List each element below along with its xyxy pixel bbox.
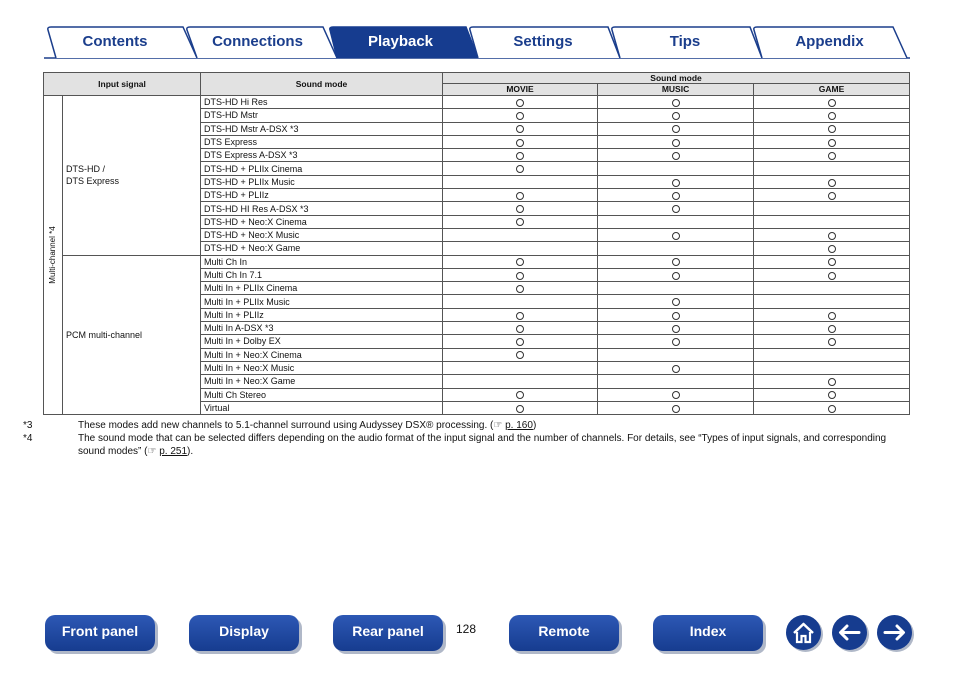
available-circle-icon <box>828 245 836 253</box>
available-circle-icon <box>672 312 680 320</box>
sound-mode-name: Multi In + PLIIz <box>201 308 443 321</box>
footnote-mark: *4 <box>23 433 33 444</box>
input-signal-group: DTS-HD / DTS Express <box>63 96 201 256</box>
available-circle-icon <box>672 152 680 160</box>
cell-music <box>598 335 754 348</box>
cell-music <box>598 295 754 308</box>
sound-mode-name: DTS-HD HI Res A-DSX *3 <box>201 202 443 215</box>
footnote-mark: *3 <box>23 420 33 431</box>
cell-music <box>598 361 754 374</box>
available-circle-icon <box>828 139 836 147</box>
cell-game <box>754 242 910 255</box>
cell-game <box>754 348 910 361</box>
available-circle-icon <box>516 99 524 107</box>
footnote-3 <box>23 419 913 432</box>
header-sound-mode: Sound mode <box>201 73 443 96</box>
cell-movie <box>443 308 598 321</box>
cell-music <box>598 388 754 401</box>
available-circle-icon <box>672 391 680 399</box>
sound-mode-name: DTS Express <box>201 135 443 148</box>
index-button[interactable]: Index <box>653 615 763 651</box>
cell-game <box>754 162 910 175</box>
cell-music <box>598 375 754 388</box>
cell-music <box>598 109 754 122</box>
available-circle-icon <box>672 139 680 147</box>
available-circle-icon <box>828 325 836 333</box>
cell-game <box>754 109 910 122</box>
multi-channel-side-label <box>44 96 63 415</box>
cell-movie <box>443 202 598 215</box>
sound-mode-name: DTS-HD Mstr <box>201 109 443 122</box>
available-circle-icon <box>672 258 680 266</box>
cell-game <box>754 375 910 388</box>
cell-movie <box>443 361 598 374</box>
footnote-text-end: ). <box>187 446 194 457</box>
available-circle-icon <box>672 338 680 346</box>
sound-mode-name: Multi Ch In <box>201 255 443 268</box>
cell-music <box>598 401 754 414</box>
top-tab-bar <box>0 0 954 62</box>
available-circle-icon <box>672 405 680 413</box>
cell-game <box>754 335 910 348</box>
available-circle-icon <box>516 192 524 200</box>
available-circle-icon <box>516 152 524 160</box>
sound-mode-table <box>43 72 910 415</box>
page-link-160[interactable]: p. 160 <box>505 420 533 431</box>
sound-mode-name: Multi Ch Stereo <box>201 388 443 401</box>
tab-connections[interactable]: Connections <box>212 33 303 50</box>
sound-mode-name: DTS-HD + PLIIx Cinema <box>201 162 443 175</box>
available-circle-icon <box>672 99 680 107</box>
available-circle-icon <box>828 405 836 413</box>
available-circle-icon <box>672 232 680 240</box>
cell-movie <box>443 189 598 202</box>
cell-music <box>598 308 754 321</box>
available-circle-icon <box>672 192 680 200</box>
available-circle-icon <box>672 205 680 213</box>
available-circle-icon <box>516 351 524 359</box>
display-button[interactable]: Display <box>189 615 299 651</box>
sound-mode-name: Multi In + Neo:X Music <box>201 361 443 374</box>
available-circle-icon <box>516 112 524 120</box>
input-signal-group: PCM multi-channel <box>63 255 201 415</box>
sound-mode-name: Multi In + Dolby EX <box>201 335 443 348</box>
table-row <box>44 96 910 109</box>
home-button[interactable] <box>786 615 821 650</box>
header-sound-mode-group: Sound mode <box>443 73 910 84</box>
table-body <box>44 96 910 415</box>
remote-button[interactable]: Remote <box>509 615 619 651</box>
sound-mode-name: DTS-HD + Neo:X Music <box>201 228 443 241</box>
cell-music <box>598 135 754 148</box>
sound-mode-name: DTS-HD Hi Res <box>201 96 443 109</box>
sound-mode-name: Multi In A-DSX *3 <box>201 322 443 335</box>
home-icon <box>786 615 821 650</box>
cell-game <box>754 149 910 162</box>
cell-movie <box>443 388 598 401</box>
cell-game <box>754 268 910 281</box>
available-circle-icon <box>516 205 524 213</box>
cell-music <box>598 96 754 109</box>
cell-music <box>598 175 754 188</box>
sound-mode-name: DTS-HD Mstr A-DSX *3 <box>201 122 443 135</box>
available-circle-icon <box>828 312 836 320</box>
available-circle-icon <box>672 179 680 187</box>
cell-game <box>754 401 910 414</box>
cell-music <box>598 122 754 135</box>
cell-music <box>598 202 754 215</box>
available-circle-icon <box>516 285 524 293</box>
sound-mode-name: Virtual <box>201 401 443 414</box>
tab-tips[interactable]: Tips <box>669 33 701 50</box>
cell-game <box>754 308 910 321</box>
cell-movie <box>443 162 598 175</box>
cell-movie <box>443 335 598 348</box>
available-circle-icon <box>828 391 836 399</box>
tab-appendix[interactable]: Appendix <box>795 33 864 50</box>
available-circle-icon <box>828 152 836 160</box>
cell-game <box>754 228 910 241</box>
available-circle-icon <box>516 325 524 333</box>
cell-movie <box>443 109 598 122</box>
cell-game <box>754 96 910 109</box>
cell-game <box>754 189 910 202</box>
front-panel-button[interactable]: Front panel <box>45 615 155 651</box>
available-circle-icon <box>672 272 680 280</box>
cell-movie <box>443 96 598 109</box>
table-row <box>44 255 910 268</box>
sound-mode-name: DTS-HD + Neo:X Game <box>201 242 443 255</box>
sound-mode-name: DTS-HD + Neo:X Cinema <box>201 215 443 228</box>
cell-game <box>754 322 910 335</box>
cell-game <box>754 295 910 308</box>
cell-game <box>754 215 910 228</box>
available-circle-icon <box>828 272 836 280</box>
cell-movie <box>443 401 598 414</box>
available-circle-icon <box>672 125 680 133</box>
page-number: 128 <box>456 622 477 636</box>
forward-button[interactable] <box>877 615 912 650</box>
cell-movie <box>443 135 598 148</box>
cell-game <box>754 255 910 268</box>
rear-panel-button[interactable]: Rear panel <box>333 615 443 651</box>
tab-shapes <box>0 0 954 62</box>
cell-game <box>754 282 910 295</box>
sound-mode-name: Multi In + Neo:X Game <box>201 375 443 388</box>
sound-mode-name: Multi Ch In 7.1 <box>201 268 443 281</box>
cell-game <box>754 388 910 401</box>
tab-playback[interactable]: Playback <box>367 33 434 50</box>
cell-music <box>598 348 754 361</box>
cell-music <box>598 162 754 175</box>
sound-mode-name: DTS-HD + PLIIz <box>201 189 443 202</box>
cell-movie <box>443 228 598 241</box>
available-circle-icon <box>828 125 836 133</box>
arrow-right-icon <box>877 615 912 650</box>
available-circle-icon <box>828 192 836 200</box>
cell-movie <box>443 242 598 255</box>
header-movie: MOVIE <box>443 84 598 96</box>
cell-music <box>598 228 754 241</box>
available-circle-icon <box>516 272 524 280</box>
cell-game <box>754 202 910 215</box>
cell-music <box>598 255 754 268</box>
available-circle-icon <box>516 125 524 133</box>
cell-music <box>598 189 754 202</box>
arrow-left-icon <box>832 615 867 650</box>
cell-music <box>598 149 754 162</box>
available-circle-icon <box>516 312 524 320</box>
sound-mode-name: Multi In + PLIIx Music <box>201 295 443 308</box>
available-circle-icon <box>672 365 680 373</box>
cell-movie <box>443 149 598 162</box>
header-input-signal: Input signal <box>44 73 201 96</box>
available-circle-icon <box>516 405 524 413</box>
available-circle-icon <box>516 139 524 147</box>
available-circle-icon <box>516 218 524 226</box>
cell-movie <box>443 322 598 335</box>
sound-mode-name: Multi In + Neo:X Cinema <box>201 348 443 361</box>
available-circle-icon <box>828 179 836 187</box>
header-music: MUSIC <box>598 84 754 96</box>
sound-mode-name: DTS Express A-DSX *3 <box>201 149 443 162</box>
header-game: GAME <box>754 84 910 96</box>
cell-movie <box>443 375 598 388</box>
available-circle-icon <box>828 232 836 240</box>
available-circle-icon <box>828 99 836 107</box>
available-circle-icon <box>516 258 524 266</box>
footnote-4 <box>23 432 913 458</box>
page-link-251[interactable]: p. 251 <box>159 446 188 457</box>
cell-game <box>754 175 910 188</box>
cell-movie <box>443 268 598 281</box>
available-circle-icon <box>672 298 680 306</box>
available-circle-icon <box>828 112 836 120</box>
cell-movie <box>443 348 598 361</box>
cell-game <box>754 361 910 374</box>
available-circle-icon <box>516 338 524 346</box>
tab-contents[interactable]: Contents <box>82 33 148 50</box>
cell-movie <box>443 175 598 188</box>
available-circle-icon <box>828 338 836 346</box>
available-circle-icon <box>516 391 524 399</box>
cell-music <box>598 215 754 228</box>
cell-movie <box>443 282 598 295</box>
cell-movie <box>443 295 598 308</box>
footnote-text-end: ) <box>532 420 537 431</box>
available-circle-icon <box>516 165 524 173</box>
side-label-text: Multi-channel *4 <box>48 226 57 284</box>
cell-music <box>598 282 754 295</box>
cell-music <box>598 322 754 335</box>
available-circle-icon <box>672 112 680 120</box>
sound-mode-name: Multi In + PLIIx Cinema <box>201 282 443 295</box>
footnote-text: The sound mode that can be selected differs depending on the audio format of the input signal and the number of channels. For details, see “Types of input signals, and corresponding sound modes” (☞ <box>78 433 887 457</box>
cell-movie <box>443 122 598 135</box>
back-button[interactable] <box>832 615 867 650</box>
cell-game <box>754 135 910 148</box>
available-circle-icon <box>828 258 836 266</box>
cell-movie <box>443 255 598 268</box>
footnote-text: These modes add new channels to 5.1-channel surround using Audyssey DSX® processing. (☞ <box>78 420 506 431</box>
cell-music <box>598 242 754 255</box>
cell-movie <box>443 215 598 228</box>
cell-game <box>754 122 910 135</box>
cell-music <box>598 268 754 281</box>
available-circle-icon <box>828 378 836 386</box>
sound-mode-name: DTS-HD + PLIIx Music <box>201 175 443 188</box>
tab-settings[interactable]: Settings <box>513 33 573 50</box>
available-circle-icon <box>672 325 680 333</box>
